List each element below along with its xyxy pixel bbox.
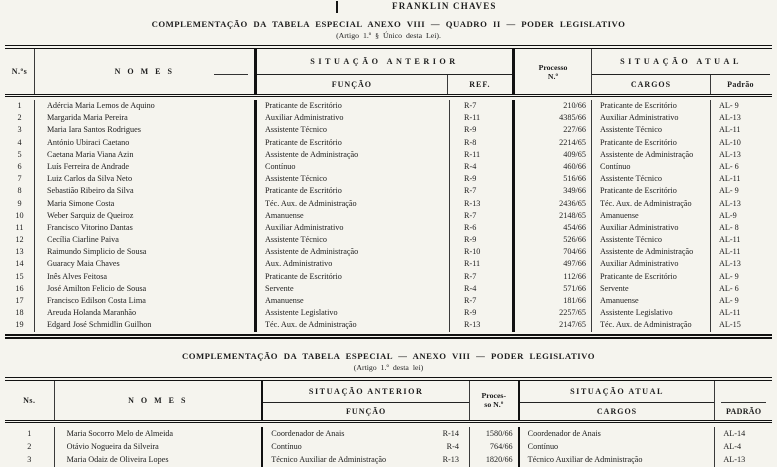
row-ref: R-9 [450, 173, 515, 185]
row-number: 11 [5, 222, 35, 234]
row-name: Weber Sarquiz de Queiroz [35, 210, 257, 222]
row-cargo: Coordenador de Anais [520, 427, 716, 440]
row-cargo: Assistente de Administração [592, 246, 711, 258]
table1-header-nomes: N O M E S [35, 49, 257, 94]
row-number: 17 [5, 295, 35, 307]
row-cargo: Téc. Aux. de Administração [592, 319, 711, 331]
table2-header-ns: Ns. [5, 381, 55, 420]
table-row [5, 246, 772, 258]
row-funcao-ref [263, 453, 470, 466]
row-cargo: Auxiliar Administrativo [592, 112, 711, 124]
row-ref: R-7 [450, 295, 515, 307]
row-ref: R-13 [450, 198, 515, 210]
table-anexo-viii [5, 377, 772, 467]
row-cargo: Téc. Aux. de Administração [592, 198, 711, 210]
row-funcao: Contínuo [271, 441, 302, 451]
row-cargo: Auxiliar Administrativo [592, 258, 711, 270]
row-cargo: Assistente Técnico [592, 124, 711, 136]
table1-header-ref: REF. [469, 80, 491, 89]
table-row [5, 185, 772, 197]
row-padrao: AL-11 [719, 174, 741, 184]
table-row [5, 453, 772, 466]
row-funcao: Assistente de Administração [257, 149, 450, 161]
table2-header-processo: Proces- so N.º [470, 381, 520, 420]
row-name: Areuda Holanda Maranhão [35, 307, 257, 319]
row-padrao: AL-11 [719, 247, 741, 257]
table1-body [5, 97, 772, 334]
row-processo: 1580/66 [470, 427, 520, 440]
row-ref: R-8 [450, 137, 515, 149]
row-funcao: Assistente de Administração [257, 246, 450, 258]
row-processo: 497/66 [515, 258, 592, 270]
row-ref: R-4 [450, 283, 515, 295]
row-processo: 516/66 [515, 173, 592, 185]
table2-header-padrao: PADRÃO [715, 381, 772, 420]
row-processo: 2147/65 [515, 319, 592, 331]
row-name: Cecília Ciarline Paiva [35, 234, 257, 246]
row-funcao: Auxiliar Administrativo [257, 222, 450, 234]
row-cargo: Praticante de Escritório [592, 271, 711, 283]
row-funcao: Técnico Auxiliar de Administração [271, 455, 387, 465]
row-ref: R-11 [450, 149, 515, 161]
row-padrao: AL-13 [723, 455, 746, 465]
row-funcao: Coordenador de Anais [271, 428, 345, 438]
row-processo: 460/66 [515, 161, 592, 173]
row-padrao: AL- 8 [719, 222, 739, 232]
row-padrao: AL-13 [719, 259, 741, 269]
table-row [5, 283, 772, 295]
table2-subtitle: (Artigo 1.º desta lei) [353, 362, 424, 372]
row-processo: 349/66 [515, 185, 592, 197]
row-funcao-ref [263, 427, 470, 440]
row-cargo: Praticante de Escritório [592, 100, 711, 112]
row-padrao: AL-4 [723, 441, 742, 451]
row-name: Francisco Vitorino Dantas [35, 222, 257, 234]
row-padrao: AL-11 [719, 308, 741, 318]
row-processo: 2257/65 [515, 307, 592, 319]
table-row [5, 100, 772, 112]
table-row [5, 271, 772, 283]
row-name: Caetana Maria Viana Azin [35, 149, 257, 161]
row-name: Adércia Maria Lemos de Aquino [35, 100, 257, 112]
table1-header-situacao-atual: SITUAÇÃO ATUAL CARGOS Padrão [592, 49, 770, 94]
row-processo: 181/66 [515, 295, 592, 307]
row-processo: 112/66 [515, 271, 592, 283]
row-number: 2 [5, 112, 35, 124]
row-cargo: Amanuense [592, 295, 711, 307]
row-padrao: AL- 6 [719, 161, 739, 171]
row-ref: R-6 [450, 222, 515, 234]
row-name: António Ubiraci Caetano [35, 137, 257, 149]
table-quadro-ii [5, 45, 772, 339]
row-cargo: Contínuo [592, 161, 711, 173]
column-rule-mark [336, 1, 338, 13]
row-padrao: AL- 6 [719, 283, 739, 293]
table2-header-situacao-atual: SITUAÇÃO ATUAL CARGOS [520, 381, 716, 420]
row-funcao: Téc. Aux. de Administração [257, 319, 450, 331]
row-name: Otávio Nogueira da Silveira [55, 440, 264, 453]
row-padrao: AL-10 [719, 137, 741, 147]
row-funcao: Assistente Técnico [257, 173, 450, 185]
table1-header-processo: Processo N.º [515, 49, 592, 94]
row-processo: 571/66 [515, 283, 592, 295]
row-cargo: Auxiliar Administrativo [592, 222, 711, 234]
table2-header-funcao: FUNÇÃO [346, 406, 387, 416]
row-number: 19 [5, 319, 35, 331]
row-funcao: Assistente Técnico [257, 234, 450, 246]
row-funcao: Assistente Técnico [257, 124, 450, 136]
row-funcao: Praticante de Escritório [257, 100, 450, 112]
row-padrao: AL-11 [719, 235, 741, 245]
row-ref: R-4 [450, 161, 515, 173]
row-number: 18 [5, 307, 35, 319]
row-name: Edgard José Schmidlin Guilhon [35, 319, 257, 331]
row-name: Luiz Carlos da Silva Neto [35, 173, 257, 185]
row-number: 10 [5, 210, 35, 222]
row-padrao: AL-13 [719, 113, 741, 123]
row-padrao: AL-15 [719, 320, 741, 330]
row-processo: 210/66 [515, 100, 592, 112]
row-processo: 704/66 [515, 246, 592, 258]
row-ref: R-10 [450, 246, 515, 258]
table2-header-cargos: CARGOS [596, 406, 638, 416]
table-row [5, 427, 772, 440]
row-ref: R-7 [450, 271, 515, 283]
row-ref: R-7 [450, 185, 515, 197]
row-cargo: Servente [592, 283, 711, 295]
row-name: Maria Simone Costa [35, 198, 257, 210]
row-name: Maria Socorro Melo de Almeida [55, 427, 264, 440]
row-cargo: Contínuo [520, 440, 716, 453]
row-processo: 409/65 [515, 149, 592, 161]
row-name: Francisco Edilson Costa Lima [35, 295, 257, 307]
table2-body [5, 423, 772, 467]
table1-header-padrao: Padrão [727, 80, 754, 89]
row-padrao: AL-9 [719, 210, 737, 220]
row-ref: R-7 [450, 210, 515, 222]
row-cargo: Assistente Técnico [592, 234, 711, 246]
row-ref: R-11 [450, 258, 515, 270]
row-ref: R-4 [446, 441, 459, 451]
row-funcao: Praticante de Escritório [257, 271, 450, 283]
table-row [5, 161, 772, 173]
row-name: Maria Iara Santos Rodrigues [35, 124, 257, 136]
row-processo: 2214/65 [515, 137, 592, 149]
row-funcao-ref [263, 440, 470, 453]
row-processo: 2148/65 [515, 210, 592, 222]
table-row [5, 137, 772, 149]
row-cargo: Assistente de Administração [592, 149, 711, 161]
table-row [5, 210, 772, 222]
row-ref: R-11 [450, 112, 515, 124]
row-ref: R-13 [442, 455, 459, 465]
table1-header-funcao: FUNÇÃO [257, 75, 448, 94]
row-processo: 764/66 [470, 440, 520, 453]
row-name: Sebastião Ribeiro da Silva [35, 185, 257, 197]
row-processo: 227/66 [515, 124, 592, 136]
table2-header [5, 381, 772, 423]
row-funcao: Téc. Aux. de Administração [257, 198, 450, 210]
table2-title: COMPLEMENTAÇÃO DA TABELA ESPECIAL — ANEXO VIII — PODER LEGISLATIVO [181, 350, 596, 361]
row-cargo: Assistente Técnico [592, 173, 711, 185]
row-ref: R-9 [450, 307, 515, 319]
row-padrao: AL-11 [719, 125, 741, 135]
row-funcao: Servente [257, 283, 450, 295]
row-cargo: Assistente Legislativo [592, 307, 711, 319]
table-row [5, 149, 772, 161]
row-number: 14 [5, 258, 35, 270]
row-padrao: AL- 9 [719, 101, 739, 110]
table1-title: COMPLEMENTAÇÃO DA TABELA ESPECIAL ANEXO VIII — QUADRO II — PODER LEGISLATIVO [151, 19, 626, 29]
row-cargo: Amanuense [592, 210, 711, 222]
row-number: 15 [5, 271, 35, 283]
running-head [336, 1, 777, 13]
row-padrao: AL- 9 [719, 186, 739, 196]
row-number: 13 [5, 246, 35, 258]
table1-header-situacao-anterior: SITUAÇÃO ANTERIOR FUNÇÃO REF. [257, 49, 515, 94]
row-funcao: Amanuense [257, 210, 450, 222]
table2-header-nomes: N O M E S [55, 381, 264, 420]
table-row [5, 258, 772, 270]
row-name: Guaracy Maia Chaves [35, 258, 257, 270]
row-name: Luís Ferreira de Andrade [35, 161, 257, 173]
row-name: Inês Alves Feitosa [35, 271, 257, 283]
row-funcao: Praticante de Escritório [257, 185, 450, 197]
row-number: 6 [5, 161, 35, 173]
row-number: 16 [5, 283, 35, 295]
running-head-name: FRANKLIN CHAVES [392, 1, 497, 11]
row-cargo: Praticante de Escritório [592, 137, 711, 149]
row-ref: R-9 [450, 234, 515, 246]
row-name: Raimundo Simplicio de Sousa [35, 246, 257, 258]
row-processo: 1820/66 [470, 453, 520, 466]
row-cargo: Praticante de Escritório [592, 185, 711, 197]
row-cargo: Técnico Auxiliar de Administração [520, 453, 716, 466]
row-funcao: Assistente Legislativo [257, 307, 450, 319]
row-number: 1 [5, 100, 35, 112]
row-ref: R-13 [450, 319, 515, 331]
row-number: 4 [5, 137, 35, 149]
row-number: 3 [5, 124, 35, 136]
table-row [5, 112, 772, 124]
table-row [5, 440, 772, 453]
row-padrao: AL-13 [719, 198, 741, 208]
row-processo: 526/66 [515, 234, 592, 246]
row-number: 5 [5, 149, 35, 161]
row-number: 7 [5, 173, 35, 185]
table-row [5, 234, 772, 246]
row-ref: R-14 [442, 428, 459, 438]
row-ref: R-7 [450, 100, 515, 112]
row-padrao: AL- 9 [719, 271, 739, 281]
row-name: Margarida Maria Pereira [35, 112, 257, 124]
row-ref: R-9 [450, 124, 515, 136]
row-funcao: Contínuo [257, 161, 450, 173]
row-number: 9 [5, 198, 35, 210]
table1-header-num: N.ºs [5, 49, 35, 94]
row-number: 12 [5, 234, 35, 246]
table1-header-cargos: CARGOS [592, 75, 711, 94]
row-processo: 454/66 [515, 222, 592, 234]
row-name: José Amilton Felicio de Sousa [35, 283, 257, 295]
row-funcao: Praticante de Escritório [257, 137, 450, 149]
table-row [5, 307, 772, 319]
table1-header [5, 49, 772, 97]
table-row [5, 319, 772, 331]
row-funcao: Amanuense [257, 295, 450, 307]
table-row [5, 222, 772, 234]
row-funcao: Aux. Administrativo [257, 258, 450, 270]
table-row [5, 198, 772, 210]
row-name: Maria Odaiz de Oliveira Lopes [55, 453, 264, 466]
row-funcao: Auxiliar Administrativo [257, 112, 450, 124]
row-number: 1 [5, 427, 55, 440]
table2-header-situacao-anterior: SITUAÇÃO ANTERIOR FUNÇÃO [263, 381, 470, 420]
row-number: 8 [5, 185, 35, 197]
table-row [5, 124, 772, 136]
row-padrao: AL-13 [719, 149, 741, 159]
row-padrao: AL- 9 [719, 296, 739, 305]
row-number: 2 [5, 440, 55, 453]
table-row [5, 173, 772, 185]
row-padrao: AL-14 [723, 428, 746, 438]
table1-subtitle: (Artigo 1.º § Único desta Lei). [336, 31, 441, 40]
row-processo: 2436/65 [515, 198, 592, 210]
row-number: 3 [5, 453, 55, 466]
row-processo: 4385/66 [515, 112, 592, 124]
table-row [5, 295, 772, 307]
